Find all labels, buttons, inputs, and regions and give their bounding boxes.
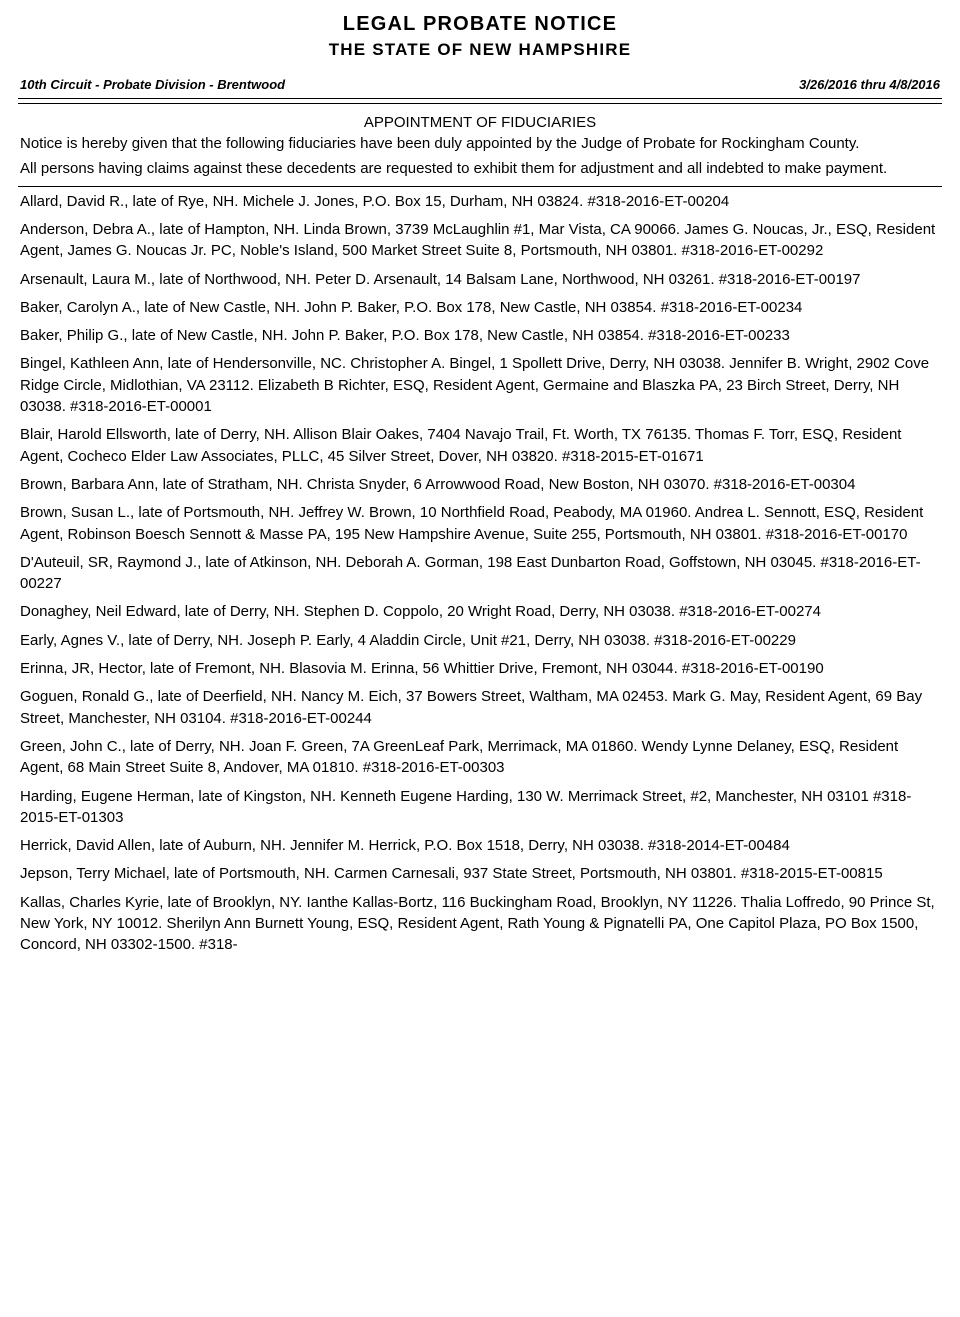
date-range: 3/26/2016 thru 4/8/2016	[799, 77, 940, 93]
page-title: LEGAL PROBATE NOTICE	[342, 13, 618, 35]
list-item: Bingel, Kathleen Ann, late of Hendersonville, NC. Christopher A. Bingel, 1 Spollett Drive, Derry, NH 03038. Jennifer B. Wright, 2902 Cove Ridge Circle, Midlothian, VA 23112. Elizabeth B Richter, ESQ, Resident Agent, Germaine and Blaszka PA, 23 Birch Street, Derry, NH 03038. #318-2016-ET-00001	[20, 355, 930, 416]
list-item: Allard, David R., late of Rye, NH. Michele J. Jones, P.O. Box 15, Durham, NH 03824. #318-2016-ET-00204	[20, 192, 730, 210]
list-item: Green, John C., late of Derry, NH. Joan F. Green, 7A GreenLeaf Park, Merrimack, MA 01860. Wendy Lynne Delaney, ESQ, Resident Agent, 68 Main Street Suite 8, Andover, MA 01810. #318-2016-ET-00303	[20, 737, 899, 777]
intro-paragraph-1: Notice is hereby given that the following fiduciaries have been duly appointed by the Judge of Probate for Rockingham County.	[20, 135, 860, 153]
list-item: Kallas, Charles Kyrie, late of Brooklyn, NY. Ianthe Kallas-Bortz, 116 Buckingham Road, Brooklyn, NY 11226. Thalia Loffredo, 90 Prince St, New York, NY 10012. Sherilyn Ann Burnett Young, ESQ, Resident Agent, Rath Young & Pignatelli PA, One Capitol Plaza, PO Box 1500, Concord, NH 03302-1500. #318-	[20, 893, 935, 954]
list-item: Brown, Susan L., late of Portsmouth, NH. Jeffrey W. Brown, 10 Northfield Road, Peabody, MA 01960. Andrea L. Sennott, ESQ, Resident Agent, Robinson Boesch Sennott & Masse PA, 195 New Hampshire Avenue, Suite 255, Portsmouth, NH 03801. #318-2016-ET-00170	[20, 504, 924, 543]
list-item: Baker, Carolyn A., late of New Castle, NH. John P. Baker, P.O. Box 178, New Castle, NH 03854. #318-2016-ET-00234	[20, 298, 803, 316]
list-item: Blair, Harold Ellsworth, late of Derry, NH. Allison Blair Oakes, 7404 Navajo Trail, Ft. Worth, TX 76135. Thomas F. Torr, ESQ, Resident Agent, Cocheco Elder Law Associates, PLLC, 45 Silver Street, Dover, NH 03820. #318-2015-ET-01671	[20, 426, 902, 465]
court-name: 10th Circuit - Probate Division - Brentwood	[20, 77, 286, 93]
list-item: Erinna, JR, Hector, late of Fremont, NH. Blasovia M. Erinna, 56 Whittier Drive, Fremont, NH 03044. #318-2016-ET-00190	[20, 660, 824, 678]
list-item: Harding, Eugene Herman, late of Kingston, NH. Kenneth Eugene Harding, 130 W. Merrimack Street, #2, Manchester, NH 03101 #318-2015-ET-01303	[20, 787, 912, 826]
list-item: Arsenault, Laura M., late of Northwood, NH. Peter D. Arsenault, 14 Balsam Lane, Northwood, NH 03261. #318-2016-ET-00197	[20, 270, 861, 288]
intro-block	[18, 133, 942, 180]
list-item: Anderson, Debra A., late of Hampton, NH. Linda Brown, 3739 McLaughlin #1, Mar Vista, CA 90066. James G. Noucas, Jr., ESQ, Resident Agent, James G. Noucas Jr. PC, Noble's Island, 500 Market Street Suite 8, Portsmouth, NH 03801. #318-2016-ET-00292	[20, 220, 936, 260]
list-item: Donaghey, Neil Edward, late of Derry, NH. Stephen D. Coppolo, 20 Wright Road, Derry, NH 03038. #318-2016-ET-00274	[20, 603, 821, 621]
fiduciary-entry-list	[18, 191, 942, 956]
page-subtitle: THE STATE OF NEW HAMPSHIRE	[328, 40, 632, 59]
header-meta-row	[18, 77, 942, 92]
list-item: Jepson, Terry Michael, late of Portsmouth, NH. Carmen Carnesali, 937 State Street, Portsmouth, NH 03801. #318-2015-ET-00815	[20, 865, 883, 883]
intro-divider	[18, 186, 942, 187]
list-item: D'Auteuil, SR, Raymond J., late of Atkinson, NH. Deborah A. Gorman, 198 East Dunbarton Road, Goffstown, NH 03045. #318-2016-ET-00227	[20, 553, 921, 593]
list-item: Early, Agnes V., late of Derry, NH. Joseph P. Early, 4 Aladdin Circle, Unit #21, Derry, NH 03038. #318-2016-ET-00229	[20, 631, 796, 649]
header-divider-secondary	[18, 103, 942, 104]
list-item: Herrick, David Allen, late of Auburn, NH. Jennifer M. Herrick, P.O. Box 1518, Derry, NH 03038. #318-2014-ET-00484	[20, 837, 790, 855]
list-item: Goguen, Ronald G., late of Deerfield, NH. Nancy M. Eich, 37 Bowers Street, Waltham, MA 02453. Mark G. May, Resident Agent, 69 Bay Street, Manchester, NH 03104. #318-2016-ET-00244	[20, 688, 923, 727]
section-heading: APPOINTMENT OF FIDUCIARIES	[363, 114, 597, 132]
list-item: Brown, Barbara Ann, late of Stratham, NH. Christa Snyder, 6 Arrowwood Road, New Boston, NH 03070. #318-2016-ET-00304	[20, 475, 856, 493]
intro-paragraph-2: All persons having claims against these decedents are requested to exhibit them for adjustment and all indebted to make payment.	[20, 160, 888, 178]
list-item: Baker, Philip G., late of New Castle, NH. John P. Baker, P.O. Box 178, New Castle, NH 03854. #318-2016-ET-00233	[20, 327, 790, 345]
header-divider	[18, 98, 942, 99]
